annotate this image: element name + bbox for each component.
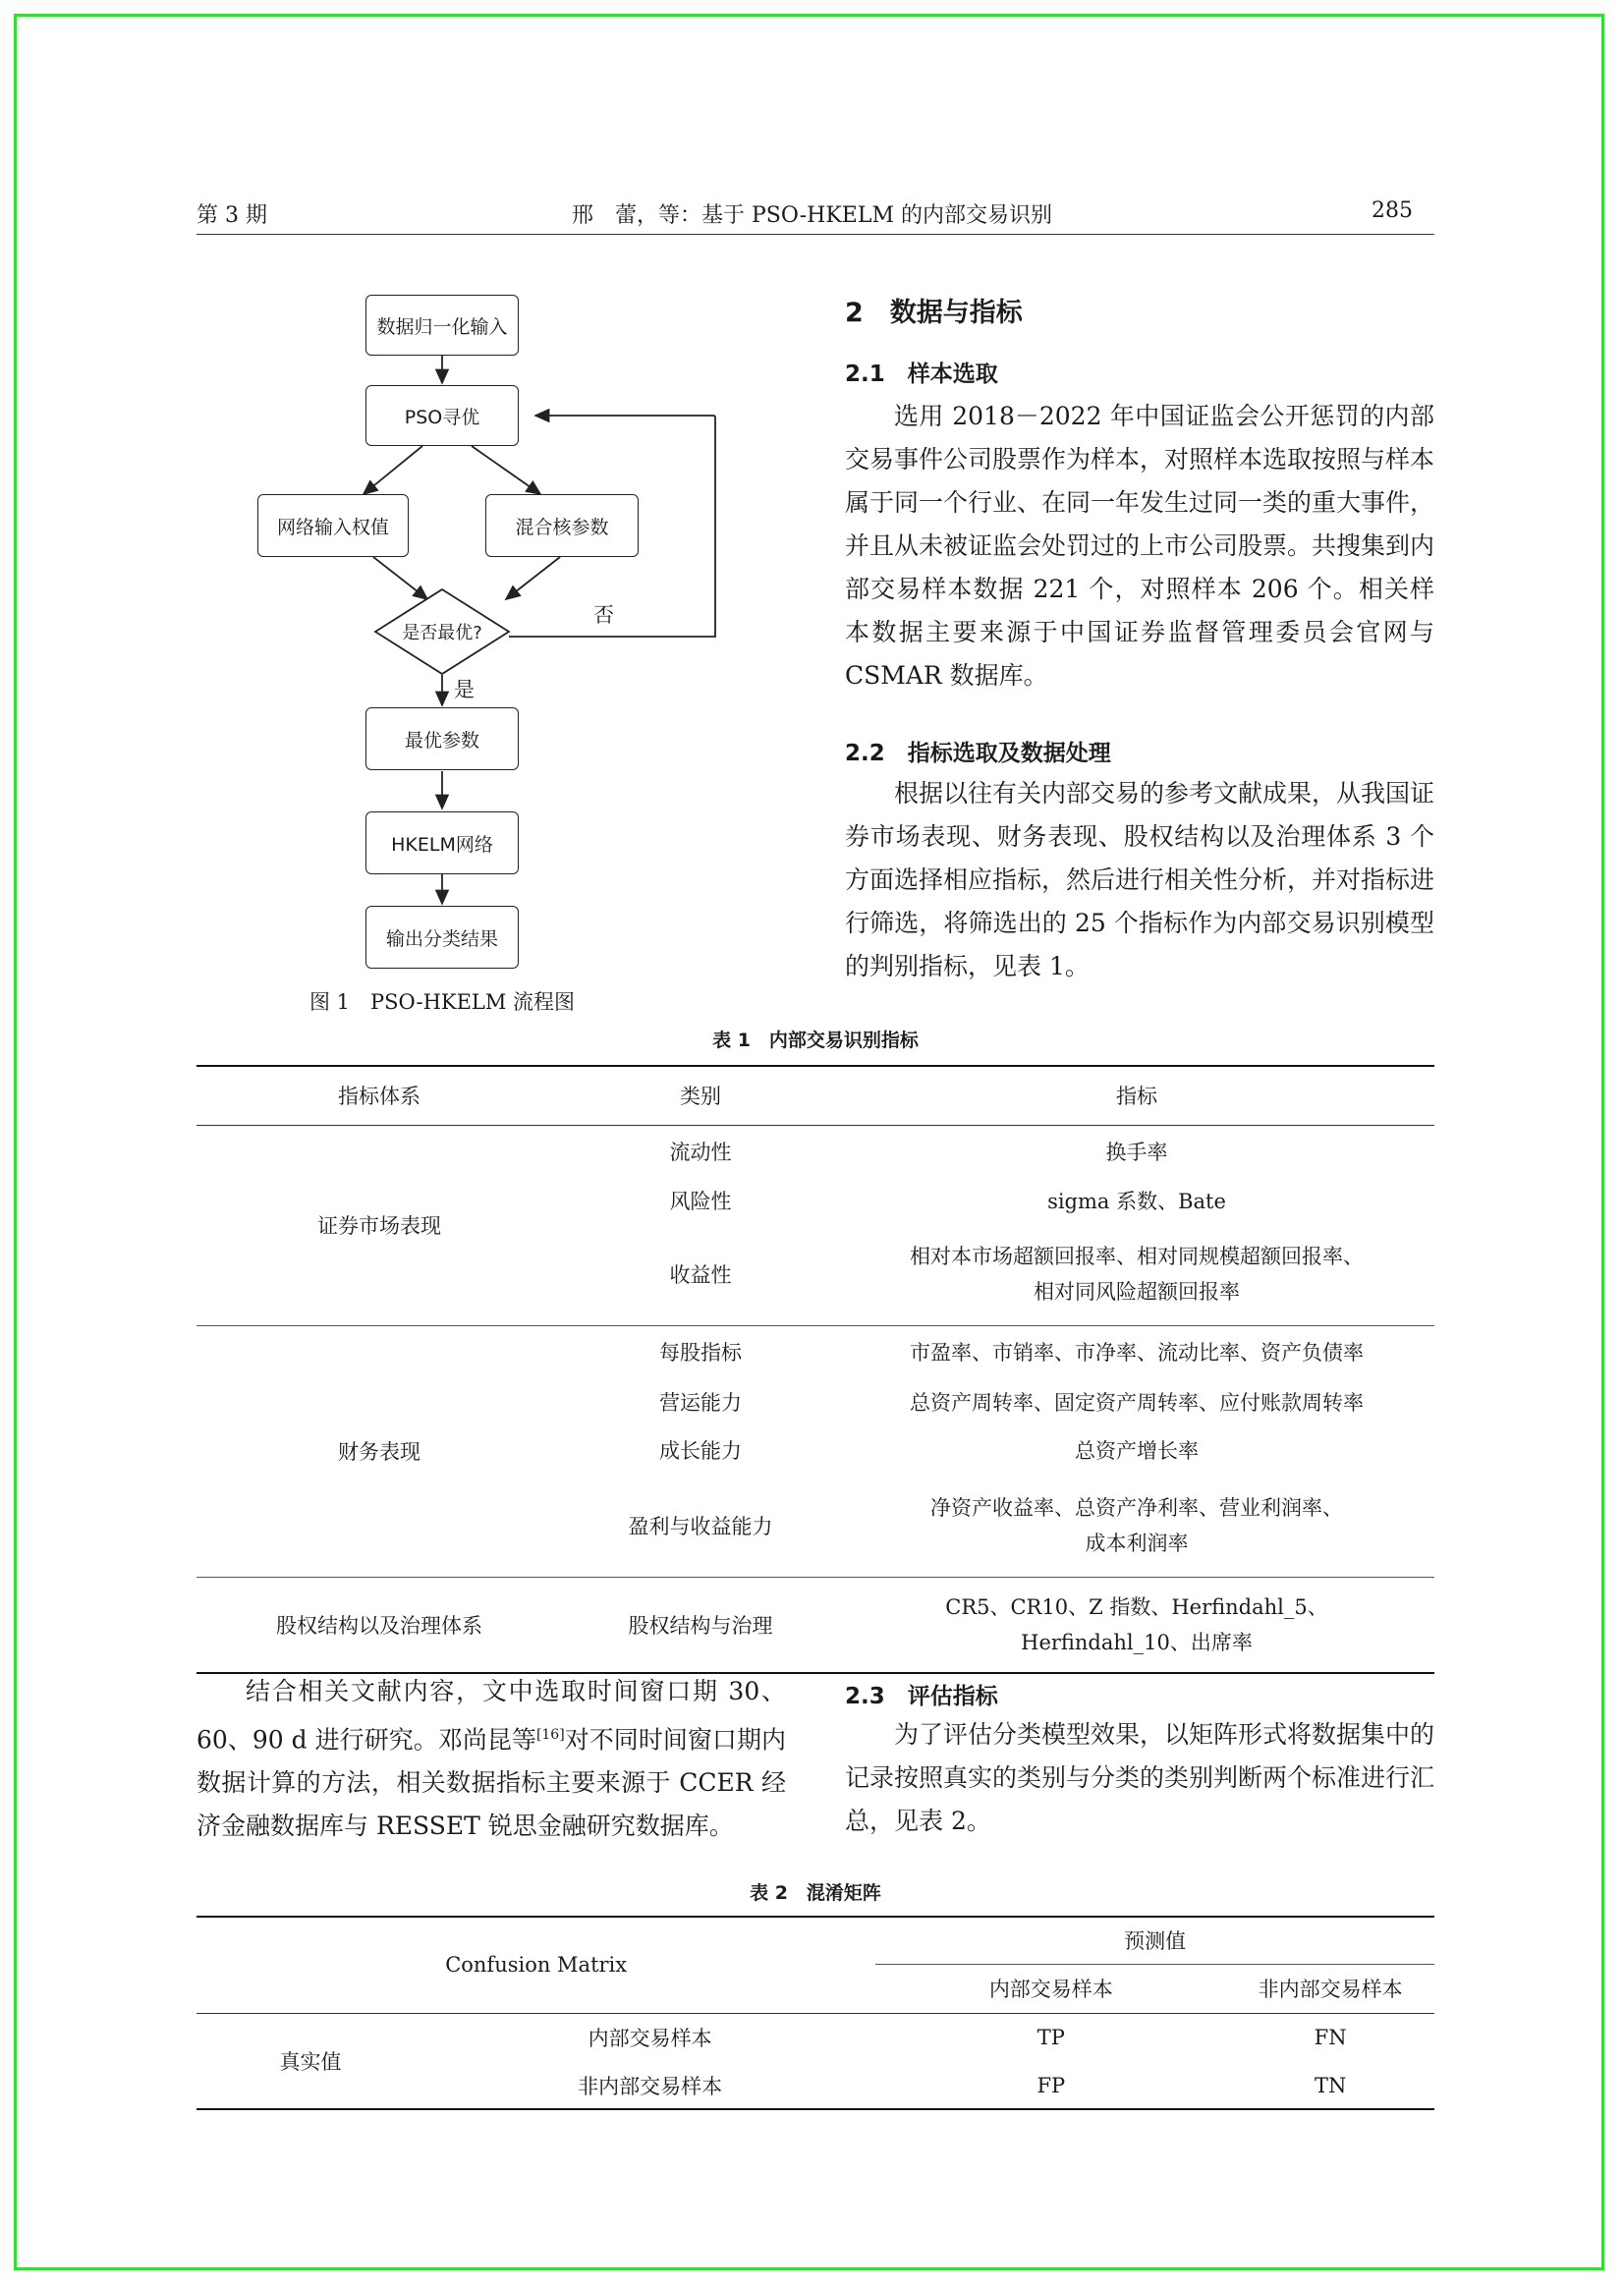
flow-node-output-result: 输出分类结果 — [365, 906, 519, 969]
table-2-row-pos: 内部交易样本 — [588, 2027, 712, 2051]
table-row — [196, 1577, 1434, 1673]
table-2-tn: TN — [1314, 2073, 1347, 2097]
page-number: 285 — [1372, 198, 1413, 223]
table-1-indicator-cell: 总资产增长率 — [1075, 1439, 1199, 1463]
data-source-text-b: 对不同时间窗口期内数据计算的方法，相关数据指标主要来源于 CCER 经济金融数据库与 RESSET 锐思金融研究数据库。 — [196, 1725, 786, 1841]
table-2-caption: 表 2 混淆矩阵 — [750, 1882, 881, 1904]
table-1-col-header: 类别 — [680, 1085, 721, 1109]
flow-node-is-optimal: 是否最优? — [402, 623, 482, 643]
table-2-tp: TP — [1036, 2026, 1065, 2050]
indicator-line: Herfindahl_10、出席率 — [1021, 1630, 1253, 1654]
flow-node-best-params: 最优参数 — [365, 707, 519, 770]
table-1-category-cell: 成长能力 — [659, 1439, 742, 1463]
indicator-line: 净资产收益率、总资产净利率、营业利润率、 — [930, 1495, 1343, 1520]
flow-node-kernel-params: 混合核参数 — [485, 494, 639, 557]
table-row — [196, 1125, 1434, 1178]
table-1-system-cell: 证券市场表现 — [317, 1214, 441, 1238]
table-1-system-cell: 股权结构以及治理体系 — [276, 1613, 482, 1638]
section-2-3-text: 为了评估分类模型效果，以矩阵形式将数据集中的记录按照真实的类别与分类的类别判断两个标准进行汇总，见表 2。 — [845, 1720, 1435, 1835]
table-1-col-header: 指标 — [1116, 1085, 1157, 1109]
flow-label-yes: 是 — [454, 678, 475, 701]
indicator-line: 成本利润率 — [1085, 1531, 1189, 1555]
table-1-indicator-cell — [839, 1223, 1434, 1325]
table-1-col-header: 指标体系 — [338, 1085, 420, 1109]
table-1-category-cell: 每股指标 — [659, 1341, 742, 1366]
table-1-category-cell: 流动性 — [669, 1141, 732, 1165]
table-1 — [196, 1065, 1434, 1674]
table-1-category-cell: 股权结构与治理 — [628, 1613, 773, 1638]
section-2-3-heading: 2.3 评估指标 — [845, 1684, 998, 1709]
table-2-header-row — [196, 1917, 1434, 1964]
table-row — [196, 1325, 1434, 1378]
issue-number: 第 3 期 — [196, 203, 267, 228]
running-title: 邢 蕾，等：基于 PSO-HKELM 的内部交易识别 — [572, 203, 1052, 228]
table-2 — [196, 1916, 1434, 2110]
table-1-system-cell: 财务表现 — [338, 1440, 420, 1464]
section-2-1-text: 选用 2018－2022 年中国证监会公开惩罚的内部交易事件公司股票作为样本，对照样本选取按照与样本属于同一个行业、在同一年发生过同一类的重大事件，并且从未被证监会处罚过的上市公司股票。共搜集到内部交易样本数据 221 个，对照样本 206 个。相关样本数据主要来源于中国证券监督管理委员会官网与 CSMAR 数据库。 — [845, 402, 1435, 690]
section-2-2-heading: 2.2 指标选取及数据处理 — [845, 741, 1111, 766]
indicator-line: 相对同风险超额回报率 — [1034, 1279, 1240, 1304]
flow-node-input-weights: 网络输入权值 — [257, 494, 409, 557]
flow-node-hkelm-network: HKELM网络 — [365, 811, 519, 874]
table-1-category-cell: 营运能力 — [659, 1391, 742, 1415]
table-1-indicator-cell — [839, 1475, 1434, 1577]
table-2-corner: Confusion Matrix — [196, 1917, 875, 2013]
section-2-heading: 2 数据与指标 — [845, 298, 1023, 328]
flow-label-no: 否 — [593, 603, 614, 627]
table-1-category-cell: 风险性 — [669, 1190, 732, 1213]
citation-ref: [16] — [535, 1727, 565, 1743]
table-1-header-row — [196, 1066, 1434, 1125]
data-source-text-a: 结合相关文献内容，文中选取时间窗口期 30、60、90 d 进行研究。邓尚昆等 — [196, 1677, 786, 1755]
section-2-1-body — [845, 395, 1434, 697]
table-1-category-cell: 盈利与收益能力 — [628, 1514, 773, 1538]
indicator-line: 相对本市场超额回报率、相对同规模超额回报率、 — [910, 1244, 1364, 1268]
table-1-indicator-cell: sigma 系数、Bate — [1047, 1190, 1226, 1213]
data-source-paragraph — [196, 1670, 786, 1848]
table-1-indicator-cell: 市盈率、市销率、市净率、流动比率、资产负债率 — [910, 1341, 1364, 1366]
flow-node-pso-optimize: PSO寻优 — [365, 385, 519, 446]
table-2-row-neg: 非内部交易样本 — [578, 2074, 723, 2098]
table-2-col-pos: 内部交易样本 — [988, 1978, 1113, 2001]
table-2-col-neg: 非内部交易样本 — [1258, 1978, 1403, 2001]
figure-caption: 图 1 PSO-HKELM 流程图 — [308, 990, 576, 1014]
table-2-actual-header: 真实值 — [279, 2049, 342, 2074]
table-1-indicator-cell: 总资产周转率、固定资产周转率、应付账款周转率 — [910, 1391, 1364, 1415]
section-2-2-text: 根据以往有关内部交易的参考文献成果，从我国证券市场表现、财务表现、股权结构以及治理体系 3 个方面选择相应指标，然后进行相关性分析，并对指标进行筛选，将筛选出的 25 个指标作为内部交易识别模型的判别指标，见表 1。 — [845, 779, 1435, 980]
table-2-fn: FN — [1314, 2026, 1347, 2050]
section-2-2-body — [845, 772, 1434, 988]
table-row — [196, 2013, 1434, 2062]
section-2-1-heading: 2.1 样本选取 — [845, 362, 998, 387]
table-1-indicator-cell: 换手率 — [1105, 1141, 1168, 1165]
indicator-line: CR5、CR10、Z 指数、Herfindahl_5、 — [945, 1594, 1328, 1619]
table-1-caption: 表 1 内部交易识别指标 — [712, 1030, 919, 1051]
table-1-indicator-cell — [839, 1577, 1434, 1673]
flow-node-normalize-input: 数据归一化输入 — [365, 295, 519, 356]
table-1-category-cell: 收益性 — [669, 1262, 732, 1287]
section-2-3-body — [845, 1713, 1434, 1843]
table-2-fp: FP — [1036, 2073, 1066, 2097]
header-rule — [196, 234, 1434, 235]
table-2-predicted-header: 预测值 — [875, 1917, 1434, 1964]
data-source-text — [196, 1670, 786, 1848]
